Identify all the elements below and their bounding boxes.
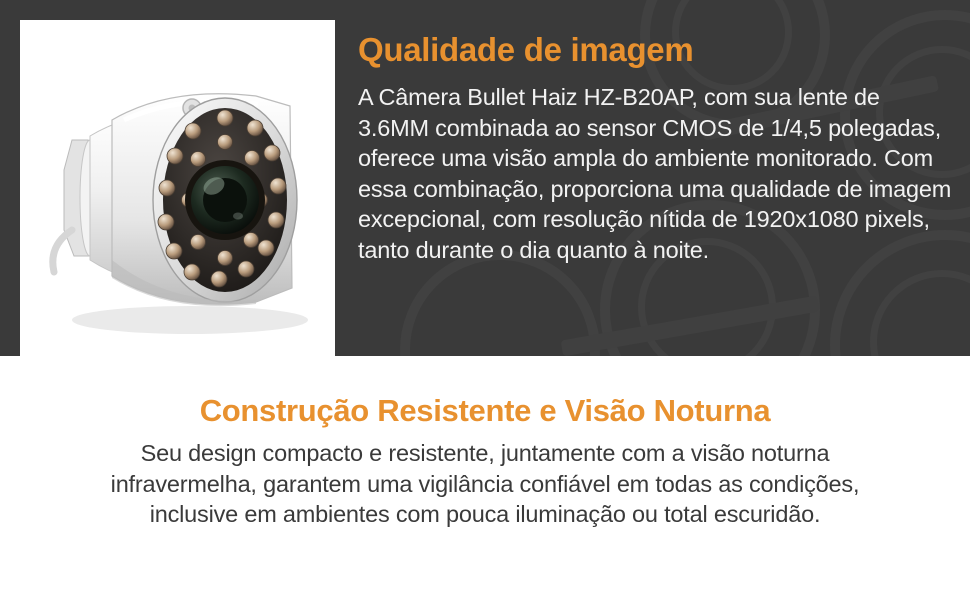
bottom-section [0,356,970,600]
bullet-camera-illustration [20,20,335,356]
bottom-headline: Construção Resistente e Visão Noturna [199,393,771,428]
top-paragraph: A Câmera Bullet Haiz HZ-B20AP, com sua lente de 3.6MM combinada ao sensor CMOS de 1/4,5 polegadas, oferece uma visão ampla do ambiente monitorado. Com essa combinação, proporciona uma qualidade de imagem excepcional, com resolução nítida de 1920x1080 pixels, tanto durante o dia quanto à noite. [358,84,952,263]
product-image [20,20,335,356]
top-text-block [358,30,954,265]
bottom-paragraph: Seu design compacto e resistente, juntamente com a visão noturna infravermelha, garantem uma vigilância confiável em todas as condições, inclusive em ambientes com pouca iluminação ou total escuridão. [110,440,860,527]
top-headline: Qualidade de imagem [358,31,694,68]
